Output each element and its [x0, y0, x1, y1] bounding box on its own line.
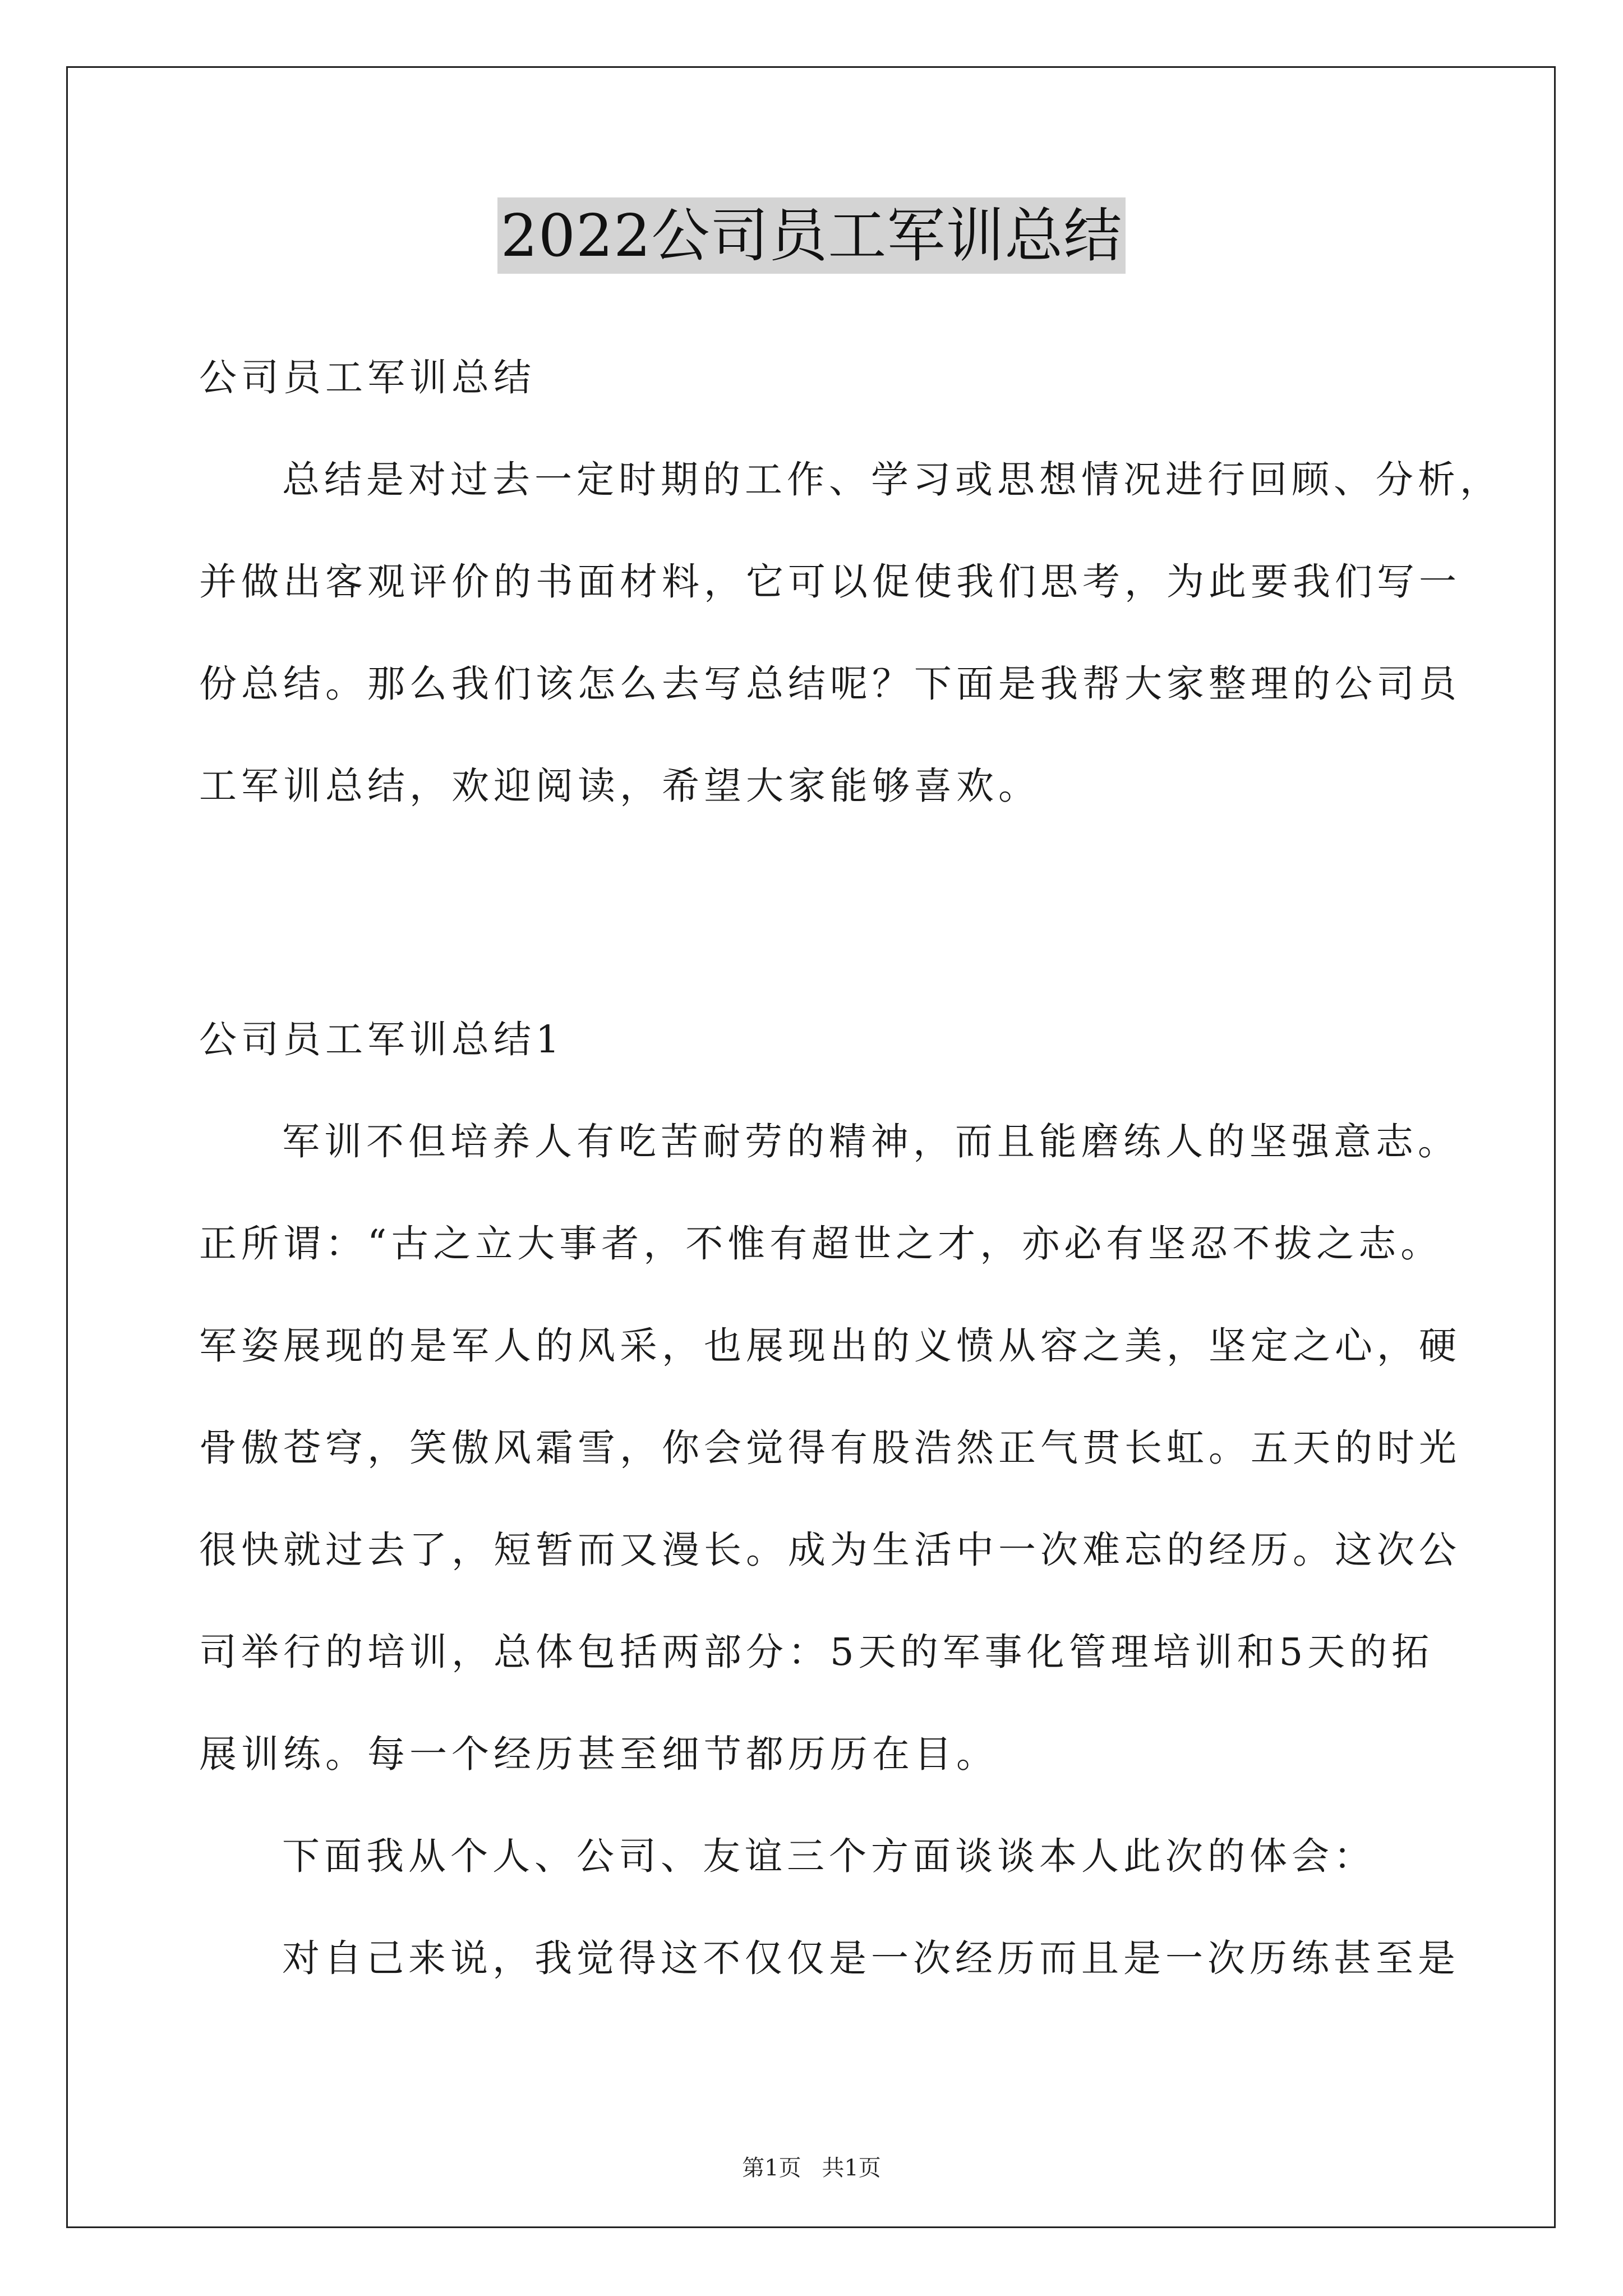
title-area — [0, 197, 1623, 274]
section-body — [199, 988, 1461, 2009]
section-line: 正所谓：“古之立大事者，不惟有超世之才，亦必有坚忍不拔之志。 — [199, 1222, 1443, 1266]
document-body — [199, 326, 1502, 837]
section-line: 展训练。每一个经历甚至细节都历历在目。 — [199, 1732, 998, 1776]
section-line: 司举行的培训，总体包括两部分：5天的军事化管理培训和5天的拓 — [199, 1630, 1434, 1674]
intro-line: 总结是对过去一定时期的工作、学习或思想情况进行回顾、分析， — [282, 458, 1502, 501]
section-line: 很快就过去了，短暂而又漫长。成为生活中一次难忘的经历。这次公 — [199, 1528, 1461, 1572]
subtitle: 公司员工军训总结 — [199, 356, 536, 399]
section-heading: 公司员工军训总结1 — [199, 1018, 564, 1061]
section-line: 军姿展现的是军人的风采，也展现出的义愤从容之美，坚定之心，硬 — [199, 1324, 1461, 1368]
paragraph-line: 对自己来说，我觉得这不仅仅是一次经历而且是一次历练甚至是 — [282, 1936, 1460, 1980]
intro-line: 并做出客观评价的书面材料，它可以促使我们思考，为此要我们写一 — [199, 560, 1461, 604]
paragraph-line: 下面我从个人、公司、友谊三个方面谈谈本人此次的体会： — [282, 1834, 1376, 1878]
page-number: 第1页 — [742, 2155, 801, 2181]
section-line: 骨傲苍穹，笑傲风霜雪，你会觉得有股浩然正气贯长虹。五天的时光 — [199, 1426, 1461, 1470]
section-line: 军训不但培养人有吃苦耐劳的精神，而且能磨练人的坚强意志。 — [282, 1120, 1460, 1163]
page-footer — [0, 2154, 1623, 2182]
intro-line: 工军训总结，欢迎阅读，希望大家能够喜欢。 — [199, 764, 1040, 808]
page-total: 共1页 — [822, 2155, 881, 2181]
document-title: 2022公司员工军训总结 — [497, 197, 1126, 274]
intro-line: 份总结。那么我们该怎么去写总结呢？下面是我帮大家整理的公司员 — [199, 662, 1461, 706]
